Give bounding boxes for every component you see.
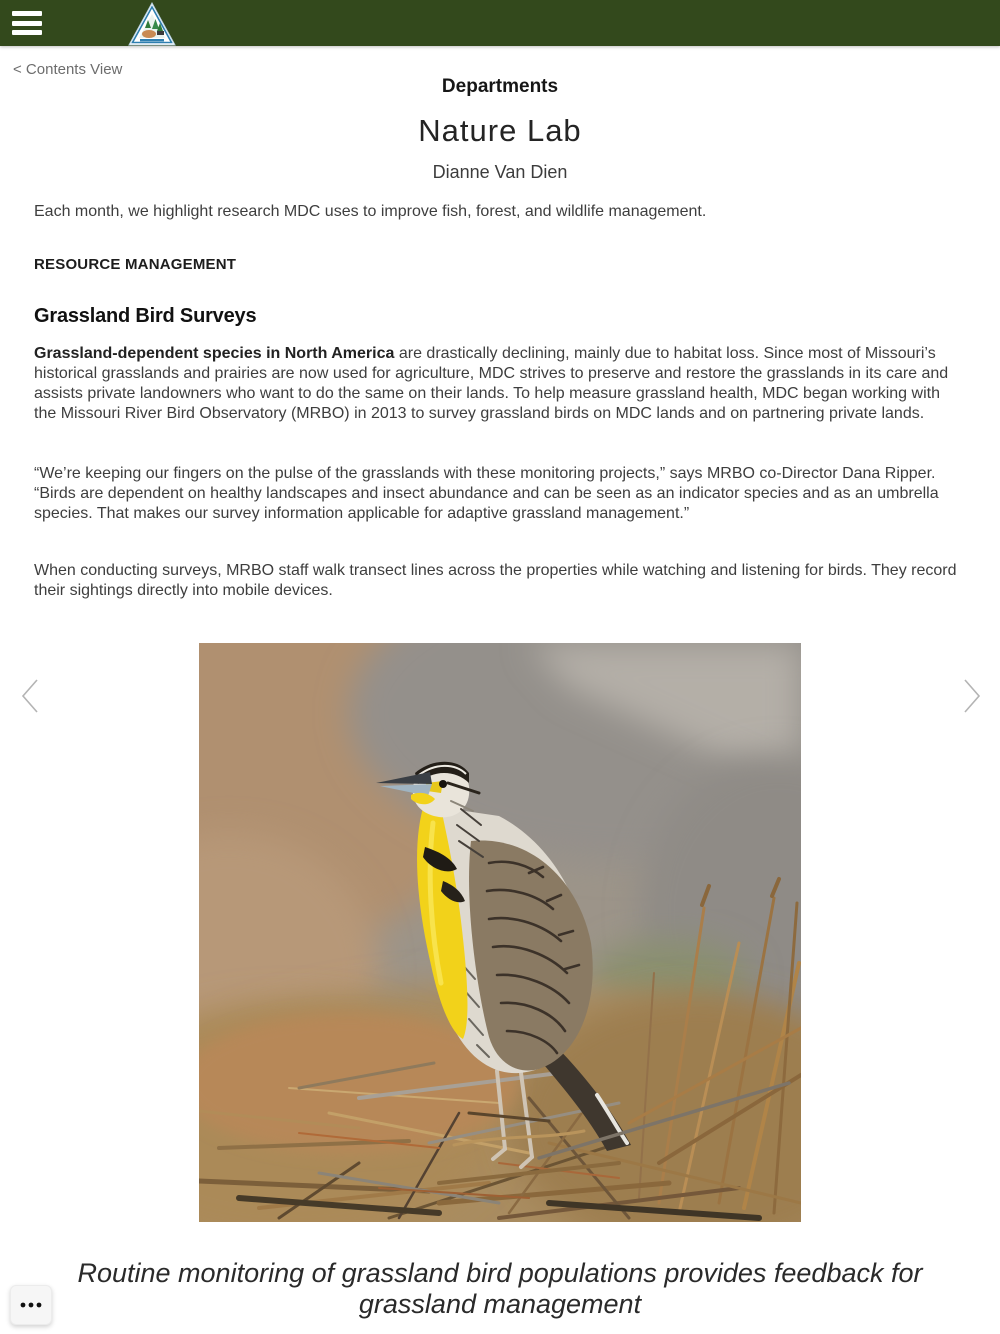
eastern-meadowlark-photo xyxy=(199,643,801,1222)
photo-caption: Routine monitoring of grassland bird populations provides feedback for grassland management xyxy=(77,1258,923,1319)
paragraph xyxy=(34,344,966,424)
hamburger-menu-icon[interactable] xyxy=(12,11,42,35)
paragraph: “We’re keeping our fingers on the pulse of the grasslands with these monitoring projects,” says MRBO co-Director Dana Ripper. “Birds are dependent on healthy landscapes and insect abundance and can be seen as an indicator species and as an umbrella species. That makes our survey information applicable for adaptive grassland management.” xyxy=(34,465,939,522)
section-label: RESOURCE MANAGEMENT xyxy=(34,256,237,273)
chevron-left-icon[interactable] xyxy=(17,677,43,715)
chevron-right-icon[interactable] xyxy=(959,677,985,715)
page-title: Nature Lab xyxy=(418,113,582,148)
article-kicker: Departments xyxy=(441,76,559,97)
contents-view-link[interactable]: < Contents View xyxy=(13,61,123,78)
article-subheading: Grassland Bird Surveys xyxy=(34,305,257,327)
article-intro: Each month, we highlight research MDC uses to improve fish, forest, and wildlife management. xyxy=(34,203,707,220)
mdc-triangle-logo-icon[interactable] xyxy=(128,2,176,46)
app-header xyxy=(0,0,1000,46)
paragraph: When conducting surveys, MRBO staff walk transect lines across the properties while watching and listening for birds. They record their sightings directly into mobile devices. xyxy=(34,562,957,599)
photo-carousel xyxy=(0,643,1000,1222)
paragraph-lead: Grassland-dependent species in North America xyxy=(34,345,395,362)
more-options-button[interactable] xyxy=(10,1285,52,1325)
article-body xyxy=(0,76,1000,601)
article-byline: Dianne Van Dien xyxy=(432,162,568,182)
paragraph-text: are drastically declining, mainly due to habitat loss. Since most of Missouri’s historical grasslands and prairies are now used for agriculture, MDC strives to preserve and restore the grasslands in its care and assists private landowners who want to do the same on their lands. To help measure grassland health, MDC began working with the Missouri River Bird Observatory (MRBO) in 2013 to survey grassland birds on MDC lands and on partnering private lands. xyxy=(34,345,949,422)
ellipsis-icon xyxy=(20,1302,42,1308)
